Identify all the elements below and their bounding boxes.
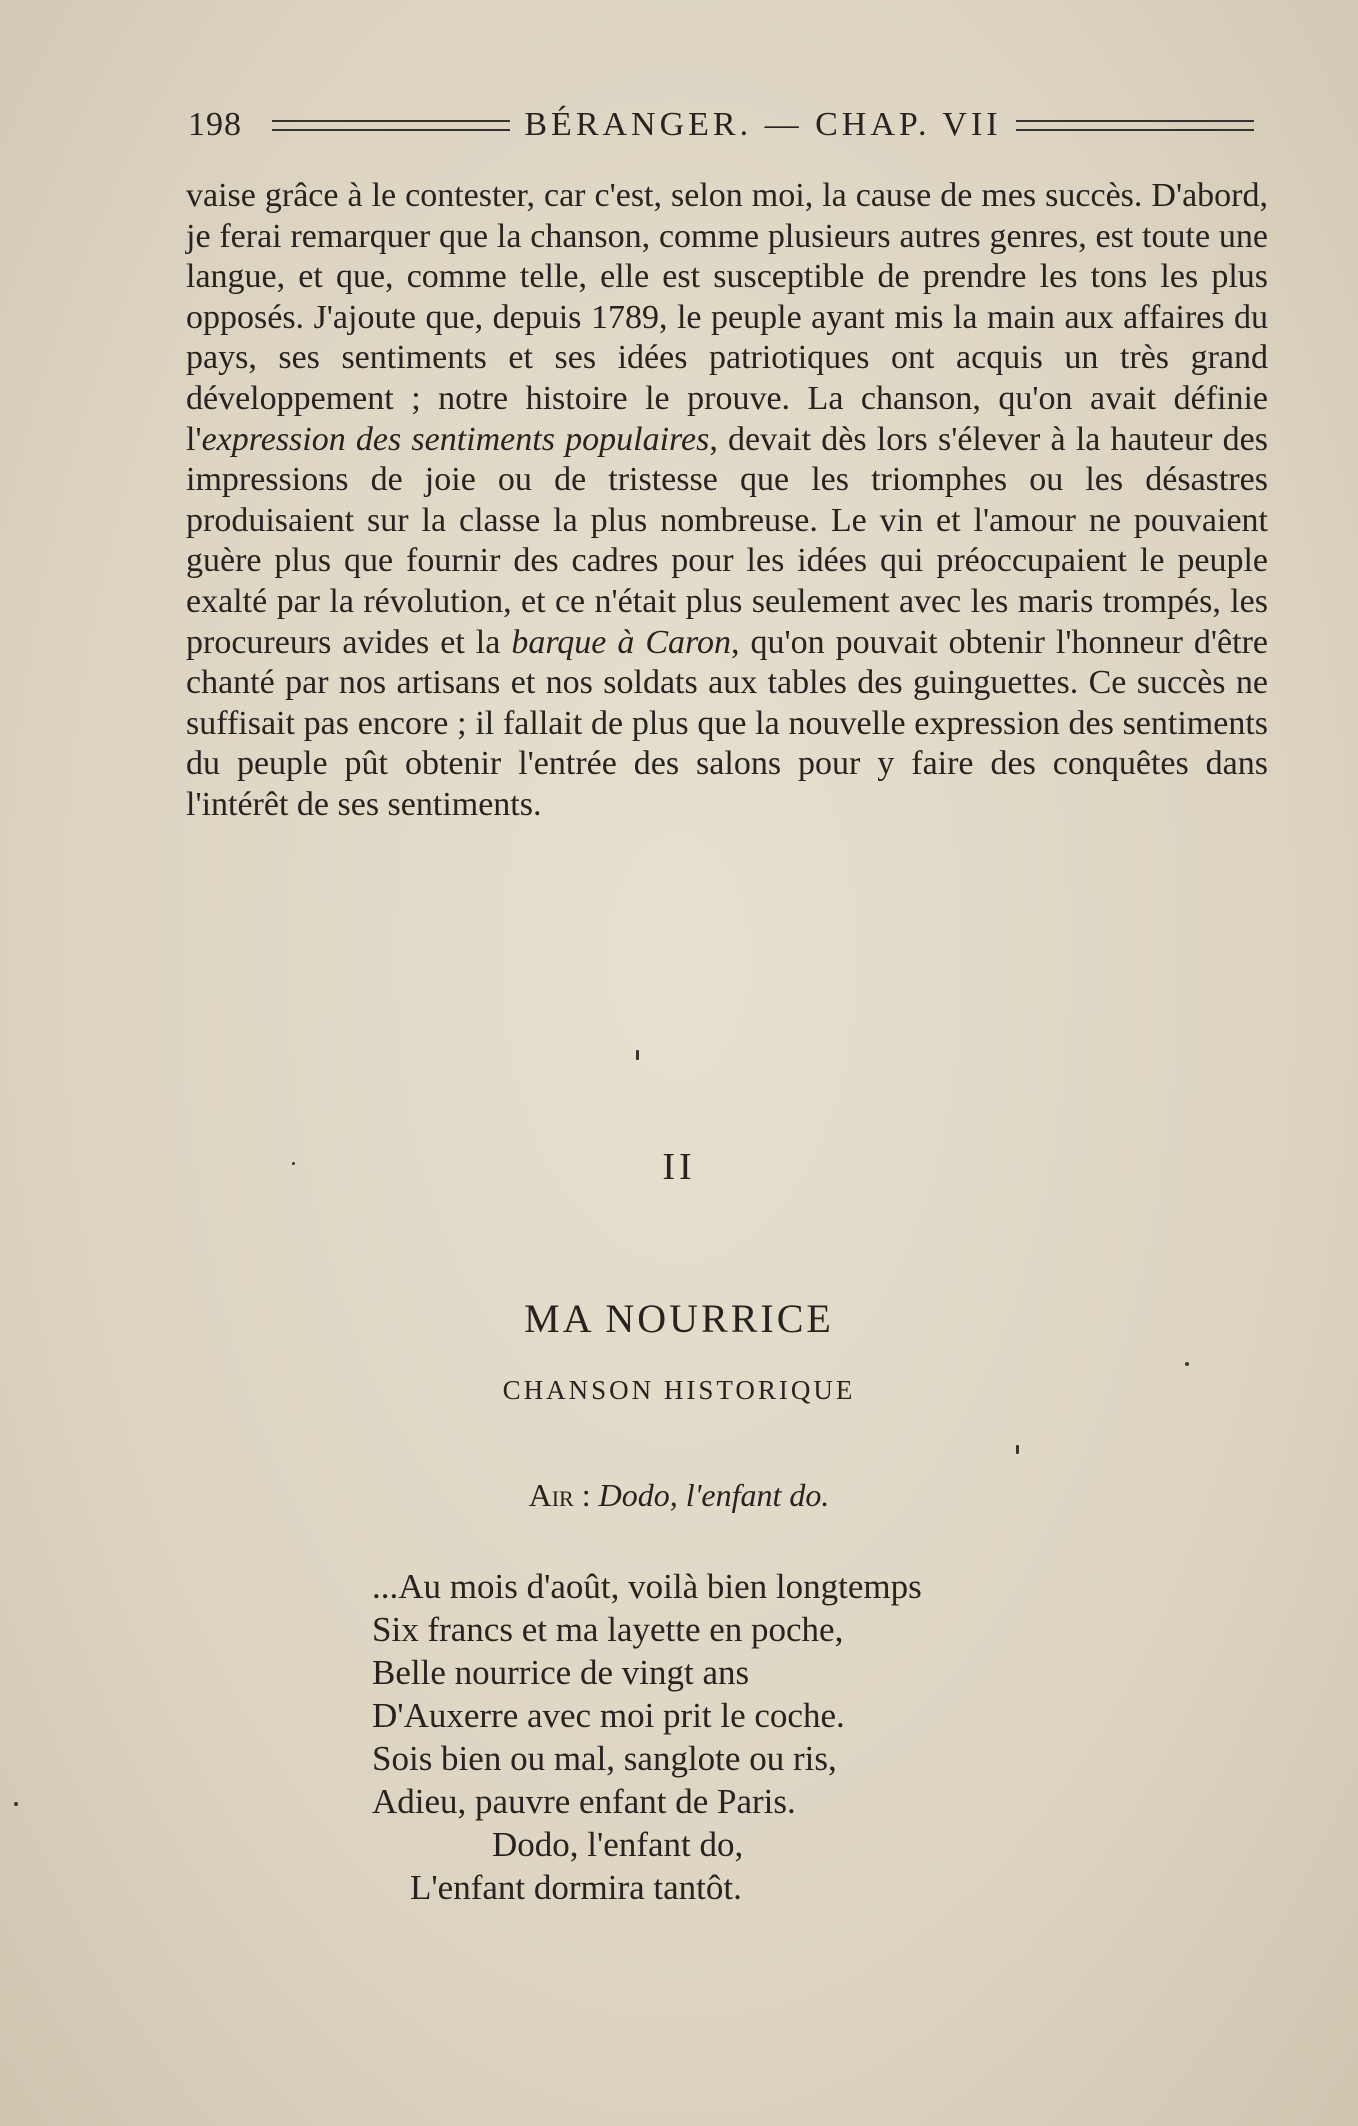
body-paragraph <box>186 176 1268 826</box>
air-line <box>0 1477 1358 1514</box>
paper-speck <box>636 1050 639 1060</box>
poem-line: Adieu, pauvre enfant de Paris. <box>372 1782 796 1821</box>
poem-line: Sois bien ou mal, sanglote ou ris, <box>372 1739 837 1778</box>
poem-line: D'Auxerre avec moi prit le coche. <box>372 1696 845 1735</box>
air-label: Air : <box>528 1477 591 1513</box>
poem-subtitle: CHANSON HISTORIQUE <box>502 1375 856 1405</box>
paragraph <box>186 176 1268 826</box>
page-number: 198 <box>188 106 242 143</box>
paper-speck <box>1016 1445 1019 1454</box>
refrain-line: Dodo, l'enfant do, <box>492 1825 744 1864</box>
header-rule-left <box>272 120 510 131</box>
paper-speck <box>14 1802 18 1806</box>
poem-title: MA NOURRICE <box>524 1296 834 1341</box>
paper-speck <box>1185 1362 1189 1366</box>
italic-phrase: expression des sentiments populaires <box>201 420 710 458</box>
poem-line: Belle nourrice de vingt ans <box>372 1653 750 1692</box>
running-head <box>188 103 1268 147</box>
text-segment: , devait dès lors s'élever à la hauteur des impressions de joie ou de tristesse que les triomphes ou les désastres produisaient sur la classe la plus nombreuse. Le vin et l'amour ne pouvaient guère plus que fournir des cadres pour les idées qui préoccupaient le peuple exalté par la révolution, et ce n'était plus seulement avec les maris trompés, les procureurs avides et la <box>186 420 1268 661</box>
text-segment: , qu'on pouvait obtenir l'honneur d'être chanté par nos artisans et nos soldats aux tables des guinguettes. Ce succès ne suffisait pas encore ; il fallait de plus que la nouvelle expression des sentiments du peuple pût obtenir l'entrée des salons pour y faire des conquêtes dans l'intérêt de ses sentiments. <box>186 623 1268 823</box>
section-number: II <box>662 1146 696 1188</box>
italic-phrase: barque à Caron <box>511 623 732 661</box>
text-segment: vaise grâce à le contester, car c'est, selon moi, la cause de mes succès. D'abord, je ferai remarquer que la chanson, comme plusieurs autres genres, est toute une langue, et que, comme telle, elle est susceptible de prendre les tons les plus opposés. J'ajoute que, depuis 1789, le peuple ayant mis la main aux affaires du pays, ses sentiments et ses idées patriotiques ont acquis un très grand développement ; notre histoire le prouve. La chanson, qu'on avait définie l' <box>186 177 1268 458</box>
header-rule-right <box>1016 120 1254 131</box>
refrain-line: L'enfant dormira tantôt. <box>410 1868 742 1907</box>
running-title: BÉRANGER. — CHAP. VII <box>524 106 1002 143</box>
air-tune: Dodo, l'enfant do. <box>598 1477 830 1513</box>
poem-line: Six francs et ma layette en poche, <box>372 1610 844 1649</box>
poem-stanza <box>372 1565 922 1909</box>
poem-line: ...Au mois d'août, voilà bien longtemps <box>372 1567 922 1606</box>
paper-speck <box>292 1162 295 1165</box>
